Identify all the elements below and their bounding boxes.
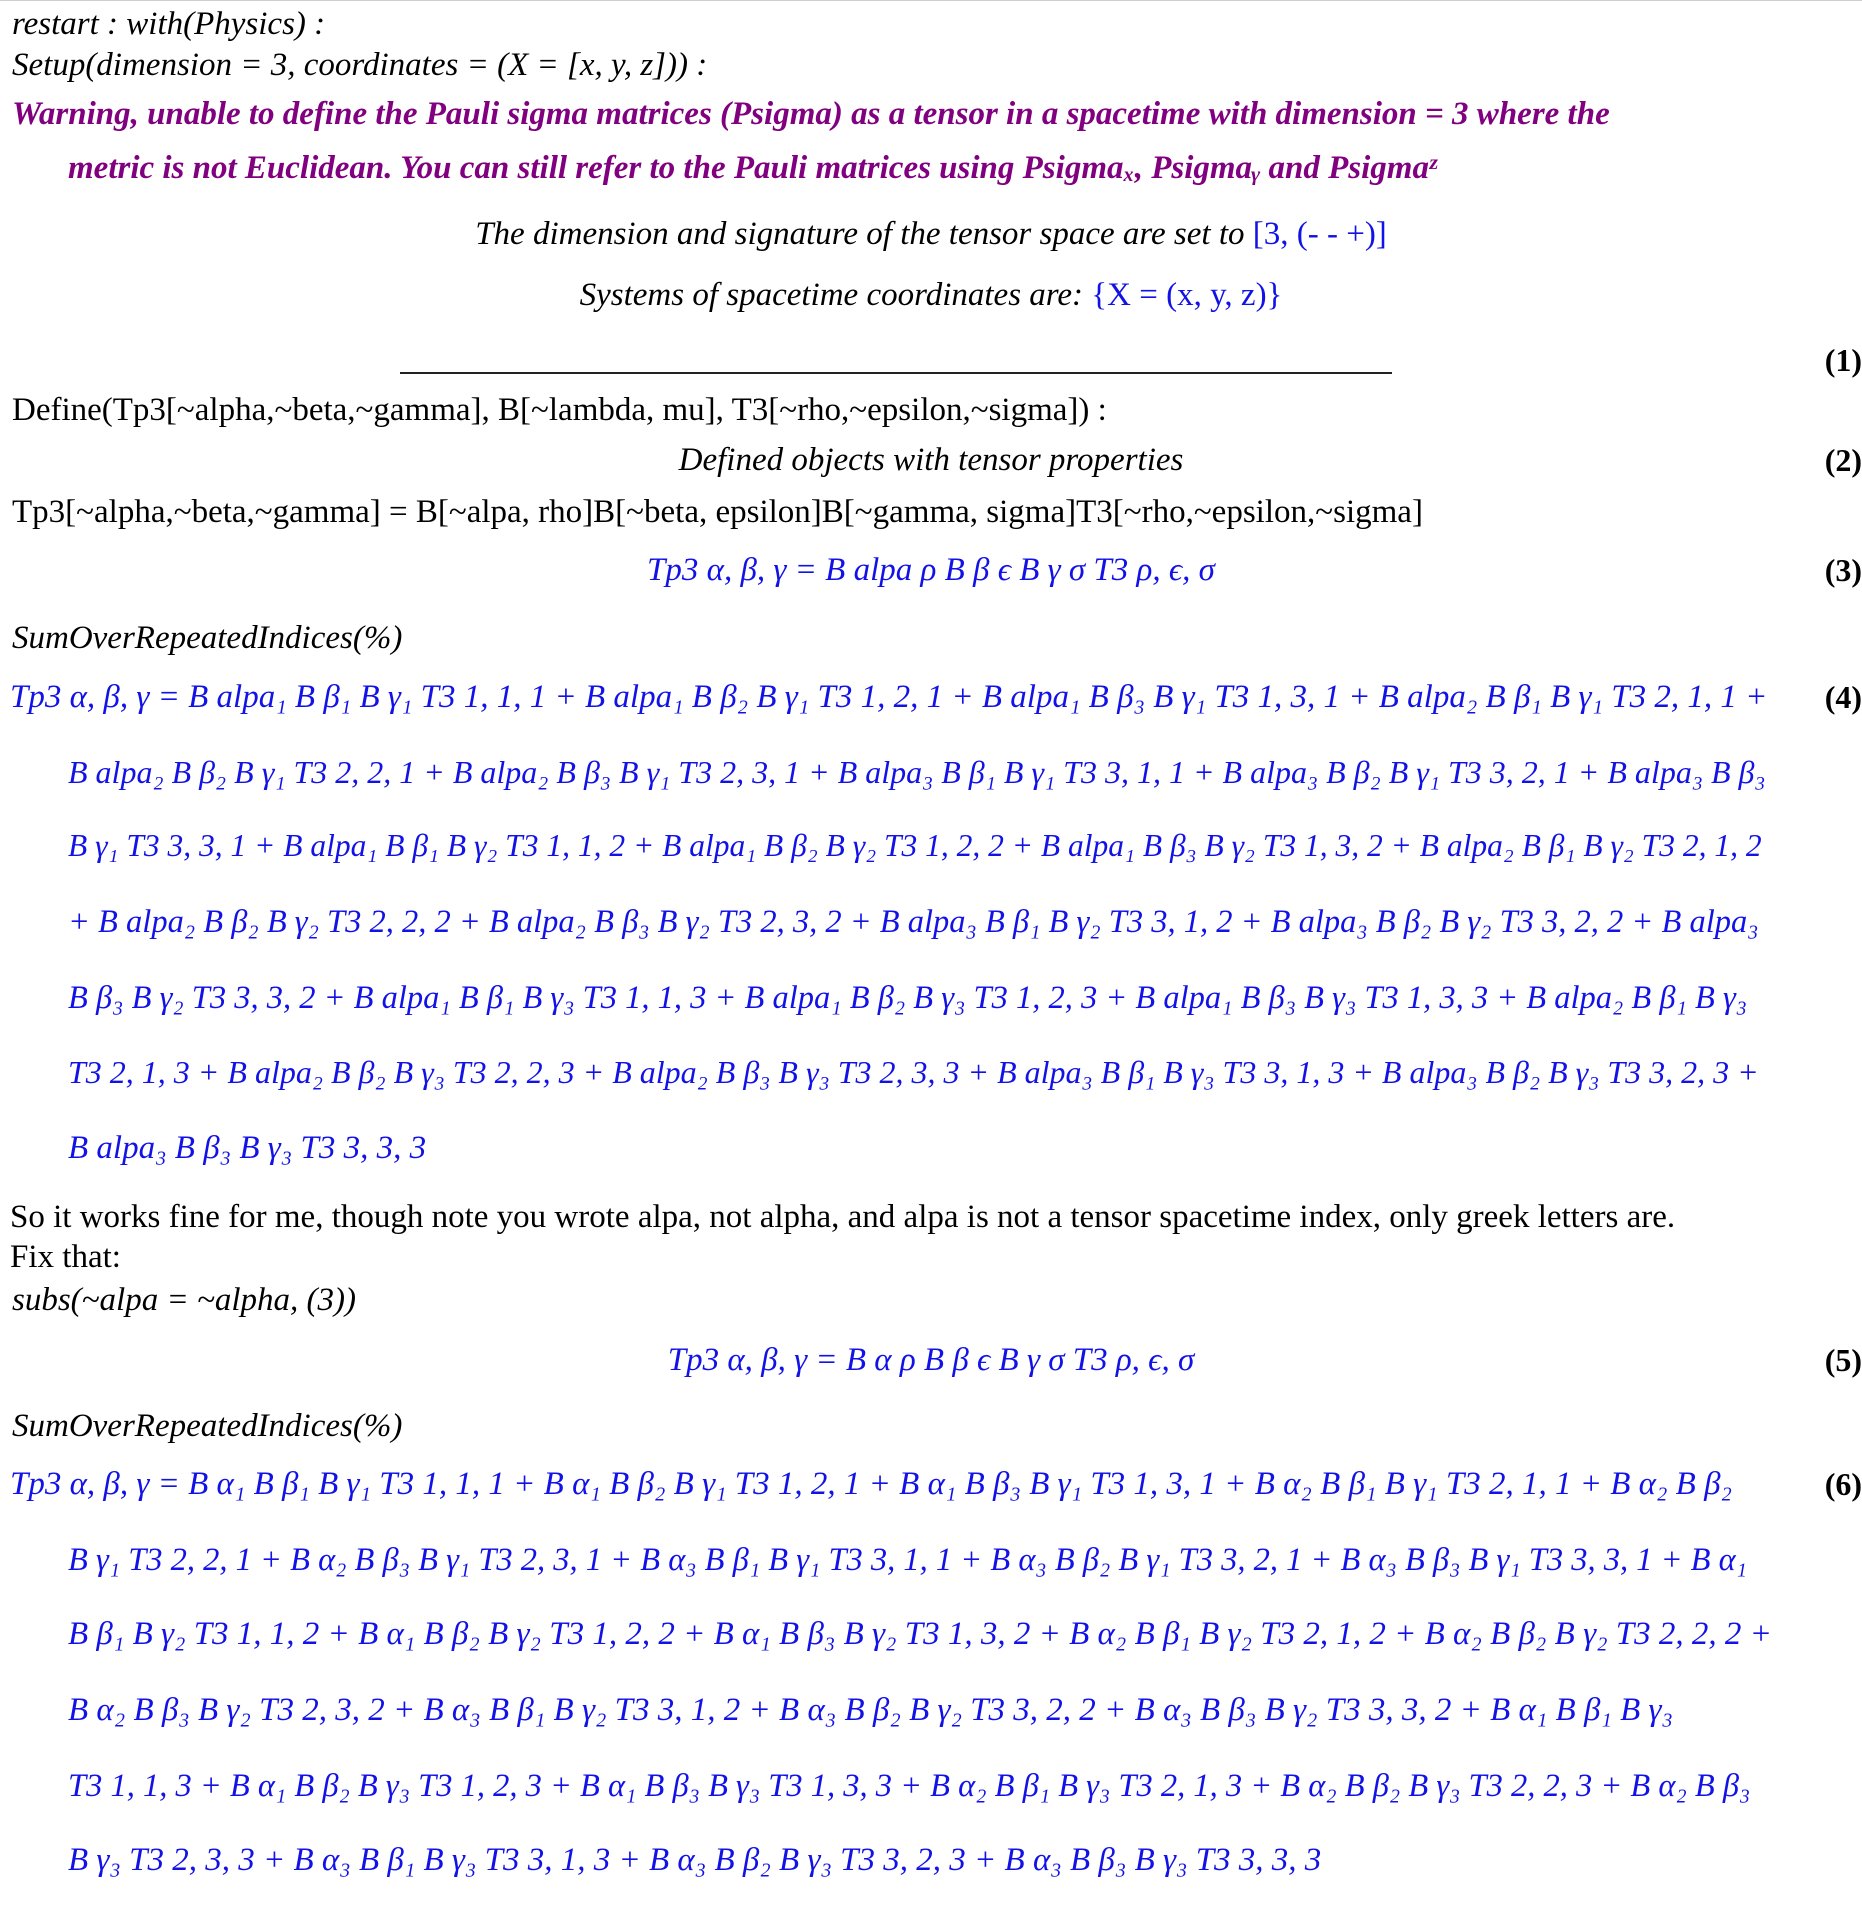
output-eq6-line-2: B γ₁ T3 2, 2, 1 + B α₂ B β₃ B γ₁ T3 2, 3, 1 + B α₃ B β₁ B γ₁ T3 3, 1, 1 + B α₃ B β₂ B γ₁ T3 3, 2, 1 + B α₃ B β₃ B γ₁ T3 3, 3, 1 + B α₁ bbox=[68, 1542, 1747, 1578]
input-restart[interactable]: restart : with(Physics) : bbox=[12, 6, 326, 42]
output-eq6-line-5: T3 1, 1, 3 + B α₁ B β₂ B γ₃ T3 1, 2, 3 + B α₁ B β₃ B γ₃ T3 1, 3, 3 + B α₂ B β₁ B γ₃ T3 2, 1, 3 + B α₂ B β₂ B γ₃ T3 2, 2, 3 + B α₂ B β₃ bbox=[68, 1768, 1751, 1804]
output-equation-3: Tp3 α, β, γ = B alpa ρ B β ϵ B γ σ T3 ρ, ϵ, σ bbox=[647, 552, 1215, 588]
warning-line-2: metric is not Euclidean. You can still refer to the Pauli matrices using Psigmaₓ, Psigmaᵧ and Psigmaᶻ bbox=[68, 150, 1437, 186]
input-setup[interactable]: Setup(dimension = 3, coordinates = (X = [x, y, z])) : bbox=[12, 47, 708, 83]
input-define[interactable]: Define(Tp3[~alpha,~beta,~gamma], B[~lambda, mu], T3[~rho,~epsilon,~sigma]) : bbox=[12, 392, 1107, 428]
output-eq4-line-2: B alpa₂ B β₂ B γ₁ T3 2, 2, 1 + B alpa₂ B β₃ B γ₁ T3 2, 3, 1 + B alpa₃ B β₁ B γ₁ T3 3, 1, 1 + B alpa₃ B β₂ B γ₁ T3 3, 2, 1 + B alpa₃ B β₃ bbox=[68, 754, 1766, 790]
input-sum-over-2[interactable]: SumOverRepeatedIndices(%) bbox=[12, 1408, 403, 1444]
output-equation-5: Tp3 α, β, γ = B α ρ B β ϵ B γ σ T3 ρ, ϵ, σ bbox=[667, 1342, 1195, 1378]
output-eq4-line-5: B β₃ B γ₂ T3 3, 3, 2 + B alpa₁ B β₁ B γ₃ T3 1, 1, 3 + B alpa₁ B β₂ B γ₃ T3 1, 2, 3 + B alpa₁ B β₃ B γ₃ T3 1, 3, 3 + B alpa₂ B β₁ B γ₃ bbox=[68, 980, 1748, 1016]
output-dimension bbox=[0, 214, 1862, 254]
output-eq4-line-6: T3 2, 1, 3 + B alpa₂ B β₂ B γ₃ T3 2, 2, 3 + B alpa₂ B β₃ B γ₃ T3 2, 3, 3 + B alpa₃ B β₁ B γ₃ T3 3, 1, 3 + B alpa₃ B β₂ B γ₃ T3 3, 2, 3 + bbox=[68, 1054, 1759, 1090]
equation-label-4: (4) bbox=[1824, 679, 1862, 715]
equation-label-2: (2) bbox=[1824, 442, 1862, 478]
input-sum-over-1[interactable]: SumOverRepeatedIndices(%) bbox=[12, 620, 403, 656]
output-divider bbox=[400, 372, 1392, 374]
output-systems-text: Systems of spacetime coordinates are: bbox=[579, 277, 1084, 313]
output-eq4-line-4: + B alpa₂ B β₂ B γ₂ T3 2, 2, 2 + B alpa₂ B β₃ B γ₂ T3 2, 3, 2 + B alpa₃ B β₁ B γ₂ T3 3, 1, 2 + B alpa₃ B β₂ B γ₂ T3 3, 2, 2 + B alpa₃ bbox=[68, 904, 1759, 940]
input-subs[interactable]: subs(~alpa = ~alpha, (3)) bbox=[12, 1282, 356, 1318]
output-dimension-text: The dimension and signature of the tensor space are set to bbox=[475, 216, 1245, 252]
output-defined: Defined objects with tensor properties bbox=[678, 442, 1184, 478]
output-systems-value: {X = (x, y, z)} bbox=[1091, 277, 1283, 313]
input-equation[interactable]: Tp3[~alpha,~beta,~gamma] = B[~alpa, rho]B[~beta, epsilon]B[~gamma, sigma]T3[~rho,~epsilon,~sigma] bbox=[12, 494, 1423, 530]
output-eq6-line-1: Tp3 α, β, γ = B α₁ B β₁ B γ₁ T3 1, 1, 1 + B α₁ B β₂ B γ₁ T3 1, 2, 1 + B α₁ B β₃ B γ₁ T3 1, 3, 1 + B α₂ B β₁ B γ₁ T3 2, 1, 1 + B α₂ B β₂ bbox=[10, 1466, 1732, 1502]
output-eq4-line-1: Tp3 α, β, γ = B alpa₁ B β₁ B γ₁ T3 1, 1, 1 + B alpa₁ B β₂ B γ₁ T3 1, 2, 1 + B alpa₁ B β₃ B γ₁ T3 1, 3, 1 + B alpa₂ B β₁ B γ₁ T3 2, 1, 1 + bbox=[10, 679, 1768, 715]
output-systems bbox=[0, 275, 1862, 315]
comment-text-line-1: So it works fine for me, though note you wrote alpa, not alpha, and alpa is not a tensor spacetime index, only greek letters are. bbox=[10, 1199, 1676, 1235]
output-eq6-line-4: B α₂ B β₃ B γ₂ T3 2, 3, 2 + B α₃ B β₁ B γ₂ T3 3, 1, 2 + B α₃ B β₂ B γ₂ T3 3, 2, 2 + B α₃ B β₃ B γ₂ T3 3, 3, 2 + B α₁ B β₁ B γ₃ bbox=[68, 1692, 1673, 1728]
equation-label-3: (3) bbox=[1824, 552, 1862, 588]
output-eq4-line-3: B γ₁ T3 3, 3, 1 + B alpa₁ B β₁ B γ₂ T3 1, 1, 2 + B alpa₁ B β₂ B γ₂ T3 1, 2, 2 + B alpa₁ B β₃ B γ₂ T3 1, 3, 2 + B alpa₂ B β₁ B γ₂ T3 2, 1, 2 bbox=[68, 828, 1762, 863]
equation-label-6: (6) bbox=[1824, 1466, 1862, 1502]
warning-line-1: Warning, unable to define the Pauli sigma matrices (Psigma) as a tensor in a spacetime with dimension = 3 where the bbox=[12, 96, 1610, 132]
output-eq6-line-3: B β₁ B γ₂ T3 1, 1, 2 + B α₁ B β₂ B γ₂ T3 1, 2, 2 + B α₁ B β₃ B γ₂ T3 1, 3, 2 + B α₂ B β₁ B γ₂ T3 2, 1, 2 + B α₂ B β₂ B γ₂ T3 2, 2, 2 + bbox=[68, 1616, 1772, 1652]
output-eq4-line-7: B alpa₃ B β₃ B γ₃ T3 3, 3, 3 bbox=[68, 1130, 427, 1166]
equation-label-1: (1) bbox=[1824, 342, 1862, 378]
comment-text-line-2: Fix that: bbox=[10, 1239, 121, 1275]
output-eq6-line-6: B γ₃ T3 2, 3, 3 + B α₃ B β₁ B γ₃ T3 3, 1, 3 + B α₃ B β₂ B γ₃ T3 3, 2, 3 + B α₃ B β₃ B γ₃ T3 3, 3, 3 bbox=[68, 1842, 1322, 1878]
top-border bbox=[0, 0, 1862, 1]
output-dimension-value: [3, (- - +)] bbox=[1252, 216, 1387, 252]
equation-label-5: (5) bbox=[1824, 1342, 1862, 1378]
